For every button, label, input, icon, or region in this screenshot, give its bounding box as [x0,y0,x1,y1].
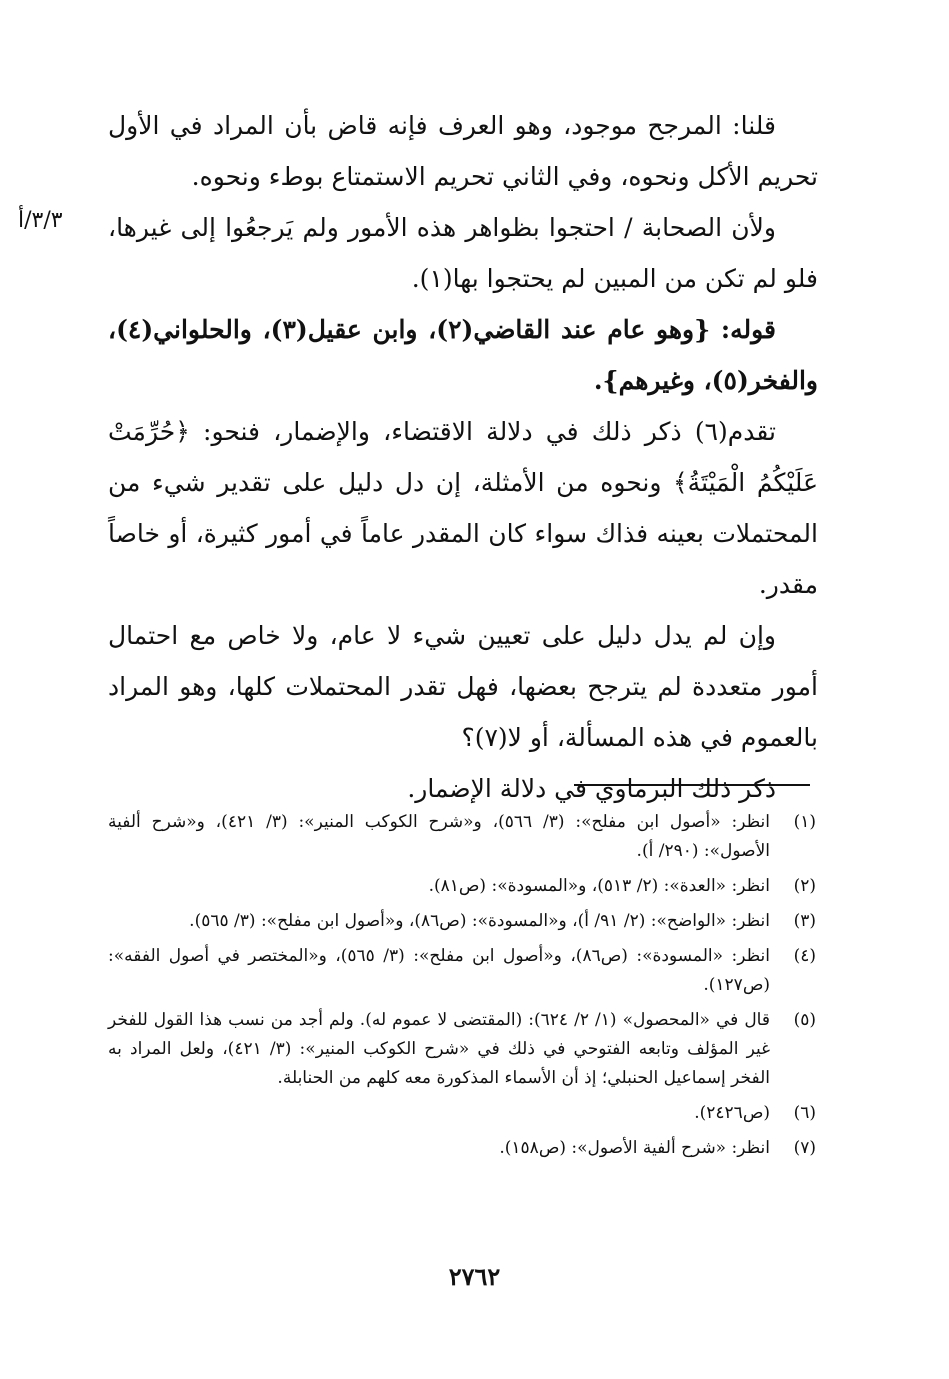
footnote-text: انظر: «أصول ابن مفلح»: (٣/ ٥٦٦)، و«شرح الكوكب المنير»: (٣/ ٤٢١)، و«شرح ألفية الأصول»: (٢٩٠/ أ). [108,812,770,861]
manuscript-folio-note: ٣/٣/أ [18,208,63,233]
paragraph-4: تقدم(٦) ذكر ذلك في دلالة الاقتضاء، والإضمار، فنحو: ﴿حُرِّمَتْ عَلَيْكُمُ الْمَيْتَةُ﴾ ونحوه من الأمثلة، إن دل دليل على تقدير شيء من المحتملات بعينه فذاك سواء كان المقدر عاماً في أمور كثيرة، أو خاصاً مقدر. [108,417,818,599]
footnote-divider [574,784,810,786]
footnote-text: انظر: «الواضح»: (٢/ ٩١/ أ)، و«المسودة»: (ص٨٦)، و«أصول ابن مفلح»: (٣/ ٥٦٥). [189,911,770,931]
footnote-number: (٢) [793,876,816,896]
footnote [108,1134,816,1163]
footnote-text: انظر: «العدة»: (٢/ ٥١٣)، و«المسودة»: (ص٨١). [428,876,770,896]
footnotes [108,808,816,1169]
footnote-number: (٥) [793,1010,816,1030]
paragraph-1: قلنا: المرجح موجود، وهو العرف فإنه قاض بأن المراد في الأول تحريم الأكل ونحوه، وفي الثاني تحريم الاستمتاع بوطء ونحوه. [108,111,818,191]
footnote [108,808,816,866]
footnote-number: (٧) [793,1138,816,1158]
footnote-number: (٦) [793,1103,816,1123]
footnote-number: (٣) [793,911,816,931]
footnote [108,872,816,901]
paragraph-3-quote: قوله: {وهو عام عند القاضي(٢)، وابن عقيل(٣)، والحلواني(٤)، والفخر(٥)، وغيرهم}. [108,315,818,395]
footnote-number: (٤) [793,946,816,966]
footnote-number: (١) [793,812,816,832]
footnote-text: (ص٢٤٢٦). [694,1103,770,1123]
paragraph-6: ذكر ذلك البرماوي في دلالة الإضمار. [407,774,776,803]
paragraph-2: ولأن الصحابة / احتجوا بظواهر هذه الأمور ولم يَرجعُوا إلى غيرها، فلو لم تكن من المبين لم يحتجوا بها(١). [108,213,818,293]
footnote-text: انظر: «شرح ألفية الأصول»: (ص١٥٨). [499,1138,770,1158]
paragraph-5: وإن لم يدل دليل على تعيين شيء لا عام، ولا خاص مع احتمال أمور متعددة لم يترجح بعضها، فهل تقدر المحتملات كلها، وهو المراد بالعموم في هذه المسألة، أو لا(٧)؟ [108,621,818,752]
page-number: ٢٧٦٢ [448,1262,501,1291]
footnote [108,1006,816,1093]
footnote [108,942,816,1000]
footnote-text: قال في «المحصول» (١/ ٢/ ٦٢٤): (المقتضى لا عموم له). ولم أجد من نسب هذا القول للفخر غير المؤلف وتابعه الفتوحي في ذلك في «شرح الكوكب المنير»: (٣/ ٤٢١)، ولعل المراد به الفخر إسماعيل الحنبلي؛ إذ أن الأسماء المذكورة معه كلهم من الحنابلة. [108,1010,770,1088]
footnote [108,1099,816,1128]
footnote [108,907,816,936]
main-text [108,100,818,814]
footnote-text: انظر: «المسودة»: (ص٨٦)، و«أصول ابن مفلح»: (٣/ ٥٦٥)، و«المختصر في أصول الفقه»: (ص١٢٧). [108,946,770,995]
